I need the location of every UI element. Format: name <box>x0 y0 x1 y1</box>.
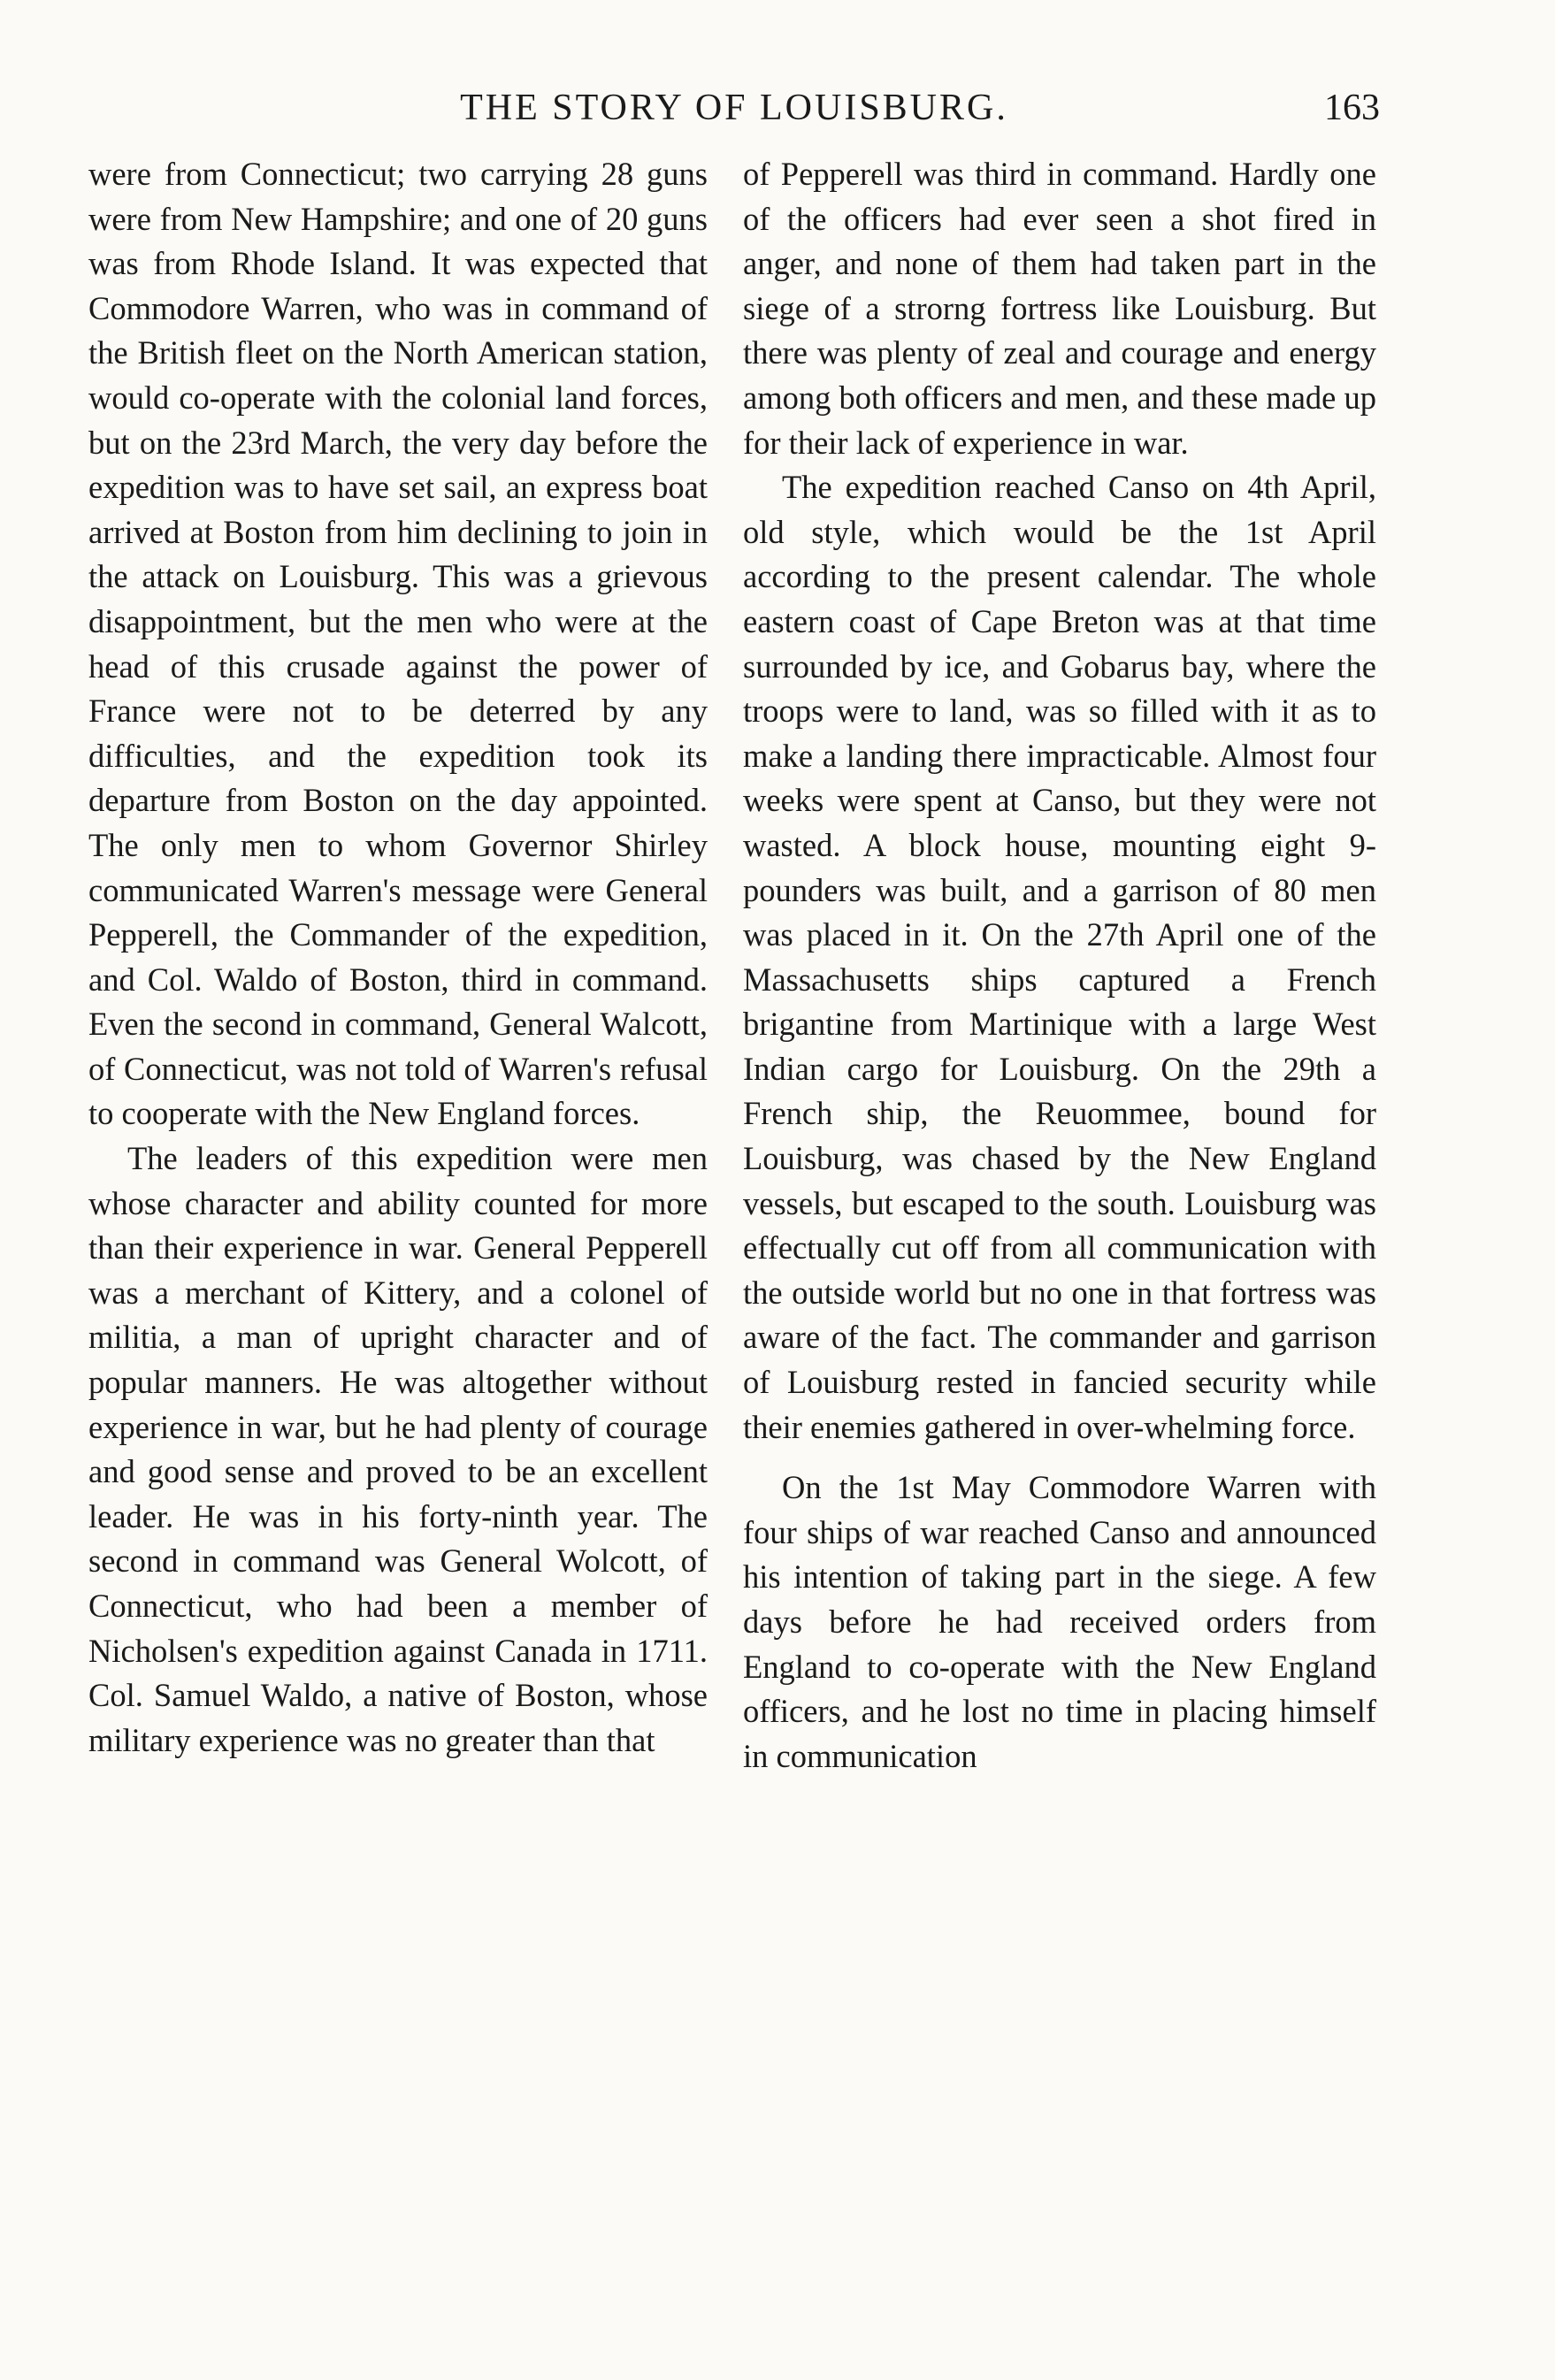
paragraph: On the 1st May Commodore Warren with four ships of war reached Canso and announced his intention of taking part in the siege. A few days before he had received orders from England to co-operate with the New England officers, and he lost no time in placing himself in communication <box>743 1469 1376 1774</box>
right-column <box>743 152 1376 1779</box>
page-number: 163 <box>1324 88 1380 128</box>
paragraph: of Pepperell was third in command. Hardly one of the officers had ever seen a shot fired in anger, and none of them had taken part in the siege of a strorng fortress like Louisburg. But there was plenty of zeal and courage and energy among both officers and men, and these made up for their lack of experience in war. <box>743 156 1376 461</box>
paragraph: The leaders of this expedition were men whose character and ability counted for more than their experience in war. General Pepperell was a merchant of Kittery, and a colonel of militia, a man of upright character and of popular manners. He was altogether without experience in war, but he had plenty of courage and good sense and proved to be an excellent leader. He was in his forty-ninth year. The second in command was General Wolcott, of Connecticut, who had been a member of Nicholsen's expedition against Canada in 1711. Col. Samuel Waldo, a native of Boston, whose military experience was no greater than that <box>88 1140 708 1758</box>
running-head <box>88 81 1380 134</box>
running-title: THE STORY OF LOUISBURG. <box>460 88 1008 128</box>
paragraph: were from Connecticut; two carrying 28 guns were from New Hampshire; and one of 20 guns was from Rhode Island. It was expected that Commodore Warren, who was in command of the British fleet on the North American station, would co-operate with the colonial land forces, but on the 23rd March, the very day before the expedition was to have set sail, an express boat arrived at Boston from him declining to join in the attack on Louisburg. This was a grievous disappointment, but the men who were at the head of this crusade against the power of France were not to be deterred by any difficulties, and the expedition took its departure from Boston on the day appointed. The only men to whom Governor Shirley communicated Warren's message were General Pepperell, the Commander of the expedition, and Col. Waldo of Boston, third in command. Even the second in command, General Walcott, of Connecticut, was not told of Warren's refusal to cooperate with the New England forces. <box>88 156 708 1132</box>
paragraph: The expedition reached Canso on 4th April, old style, which would be the 1st April according to the present calendar. The whole eastern coast of Cape Breton was at that time surrounded by ice, and Gobarus bay, where the troops were to land, was so filled with it as to make a landing there impracticable. Almost four weeks were spent at Canso, but they were not wasted. A block house, mounting eight 9-pounders was built, and a garrison of 80 men was placed in it. On the 27th April one of the Massachusetts ships captured a French brigantine from Martinique with a large West Indian cargo for Louisburg. On the 29th a French ship, the Reuommee, bound for Louisburg, was chased by the New England vessels, but escaped to the south. Louisburg was effectually cut off from all communication with the outside world but no one in that fortress was aware of the fact. The commander and garrison of Louisburg rested in fancied security while their enemies gathered in over-whelming force. <box>743 469 1376 1445</box>
left-column <box>88 152 708 1763</box>
